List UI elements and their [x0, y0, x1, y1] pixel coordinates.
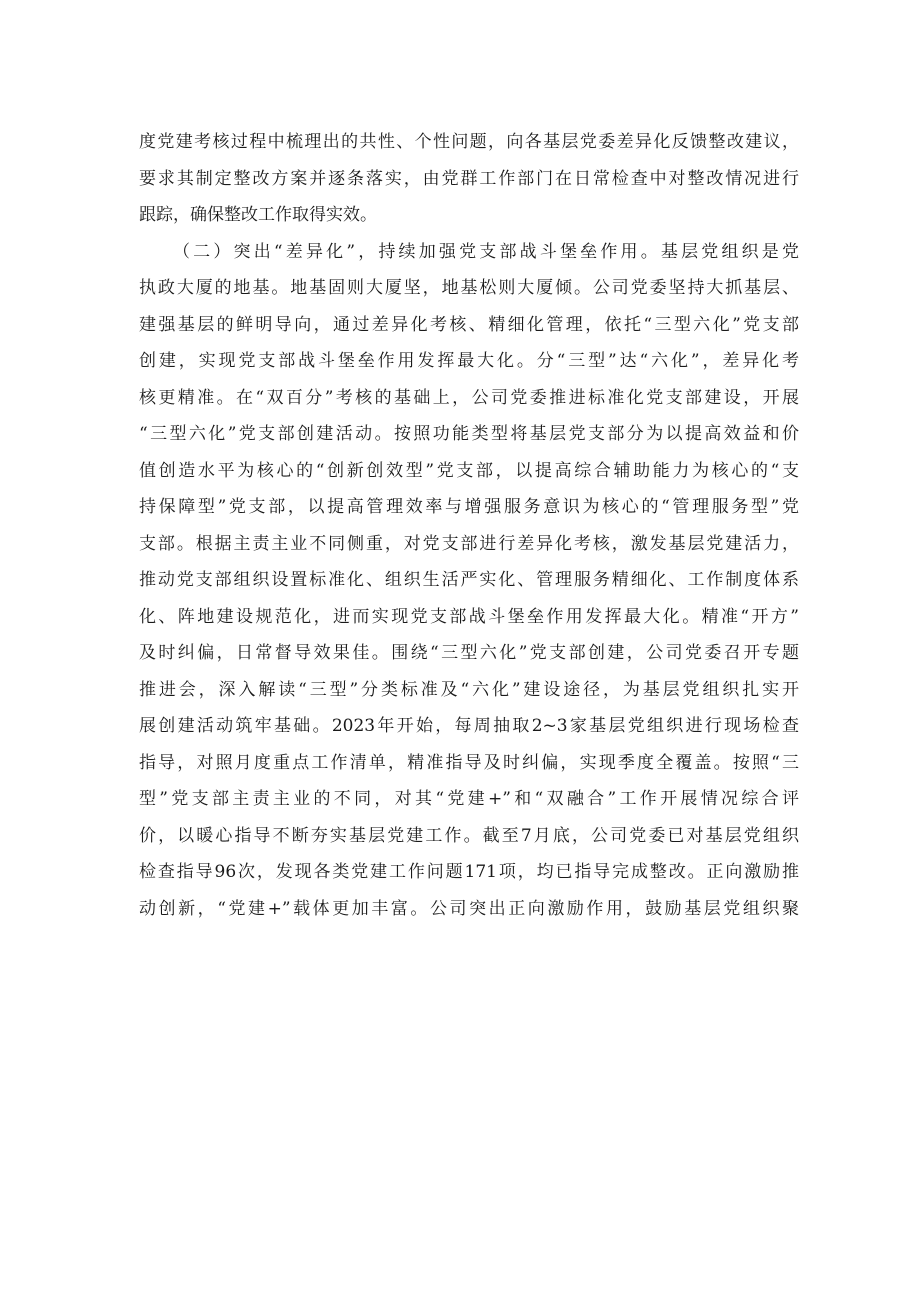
- body-text: [139, 124, 799, 1037]
- text-line: 价，以暖心指导不断夯实基层党建工作。截至7月底，公司党委已对基层党组织: [139, 825, 799, 846]
- text-line: 展创建活动筑牢基础。2023年开始，每周抽取2~3家基层党组织进行现场检查: [139, 716, 799, 736]
- text-line: [139, 927, 799, 964]
- text-line: “三型六化”党支部创建活动。按照功能类型将基层党支部分为以提高效益和价: [139, 424, 799, 444]
- text-line: 创建，实现党支部战斗堡垒作用发挥最大化。分“三型”达“六化”，差异化考: [139, 351, 799, 371]
- text-line: 化、阵地建设规范化，进而实现党支部战斗堡垒作用发挥最大化。精准“开方”: [139, 606, 799, 627]
- text-line: 要求其制定整改方案并逐条落实，由党群工作部门在日常检查中对整改情况进行: [139, 168, 799, 189]
- text-line: 支部。根据主责主业不同侧重，对党支部进行差异化考核，激发基层党建活力，: [139, 533, 799, 554]
- text-line: 动创新，“党建+”载体更加丰富。公司突出正向激励作用，鼓励基层党组织聚: [139, 898, 799, 919]
- text-line: 推进会，深入解读“三型”分类标准及“六化”建设途径，为基层党组织扎实开: [139, 679, 799, 700]
- text-line: 及时纠偏，日常督导效果佳。围绕“三型六化”党支部创建，公司党委召开专题: [139, 643, 799, 663]
- paragraph-2: [139, 234, 799, 1037]
- paragraph-1: [139, 124, 799, 234]
- text-line: 跟踪，确保整改工作取得实效。: [139, 205, 377, 225]
- text-line: 持保障型”党支部，以提高管理效率与增强服务意识为核心的“管理服务型”党: [139, 497, 799, 517]
- text-line: 检查指导96次，发现各类党建工作问题171项，均已指导完成整改。正向激励推: [139, 862, 799, 882]
- text-line: 度党建考核过程中梳理出的共性、个性问题，向各基层党委差异化反馈整改建议，: [139, 132, 799, 152]
- text-line: 建强基层的鲜明导向，通过差异化考核、精细化管理，依托“三型六化”党支部: [139, 314, 799, 335]
- text-line: 推动党支部组织设置标准化、组织生活严实化、管理服务精细化、工作制度体系: [139, 570, 799, 590]
- section-heading-line: （二）突出“差异化”，持续加强党支部战斗堡垒作用。基层党组织是党: [173, 241, 799, 262]
- text-line: 值创造水平为核心的“创新创效型”党支部，以提高综合辅助能力为核心的“支: [139, 460, 799, 481]
- text-line: [139, 1000, 799, 1037]
- text-line: 指导，对照月度重点工作清单，精准指导及时纠偏，实现季度全覆盖。按照“三: [139, 752, 799, 773]
- text-line: 执政大厦的地基。地基固则大厦坚，地基松则大厦倾。公司党委坚持大抓基层、: [139, 278, 799, 298]
- text-line: [139, 964, 799, 1001]
- text-line: 核更精准。在“双百分”考核的基础上，公司党委推进标准化党支部建设，开展: [139, 387, 799, 408]
- text-line: 型”党支部主责主业的不同，对其“党建+”和“双融合”工作开展情况综合评: [139, 789, 799, 809]
